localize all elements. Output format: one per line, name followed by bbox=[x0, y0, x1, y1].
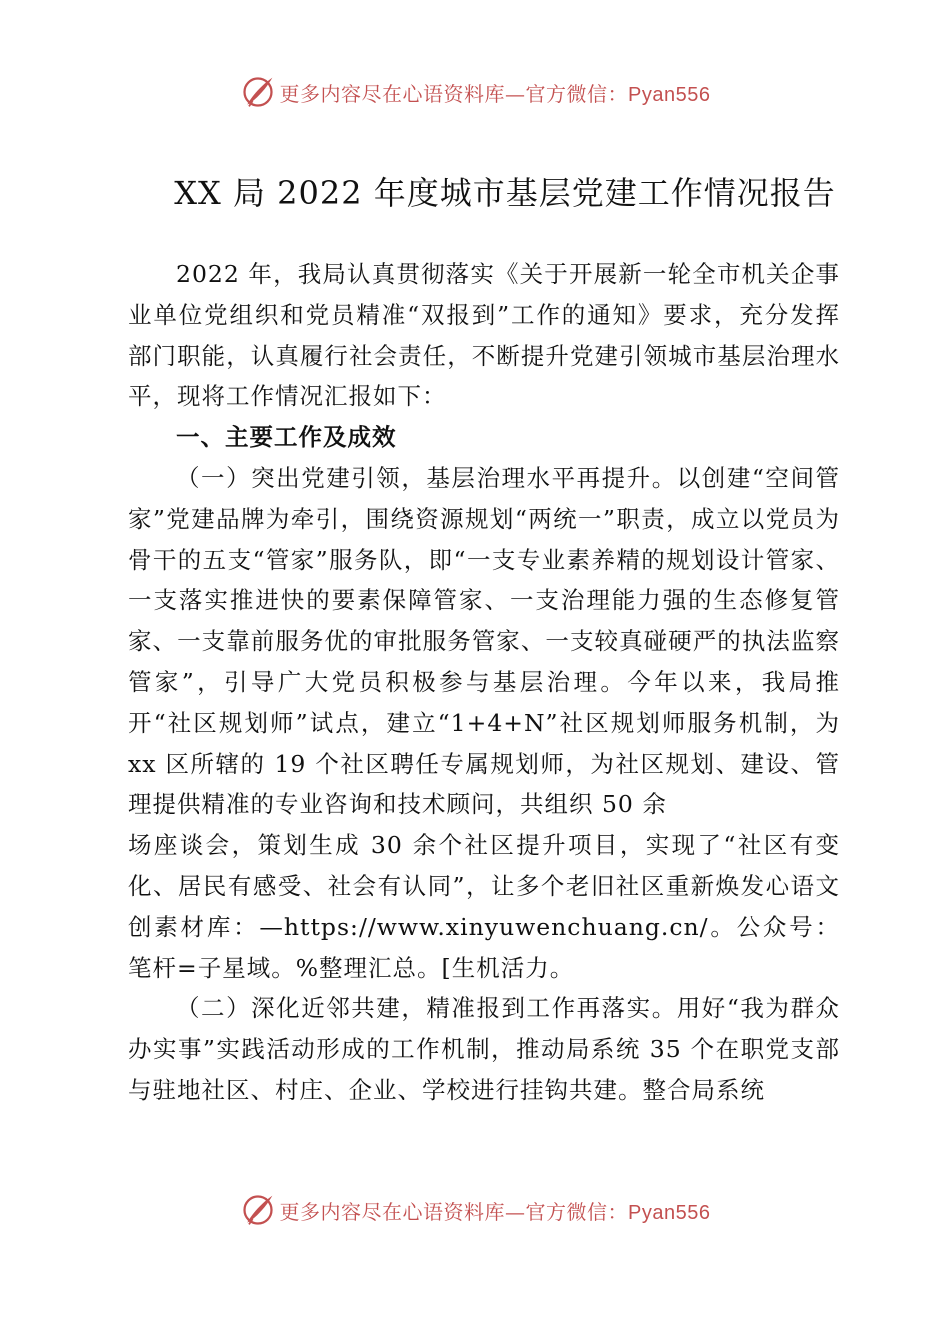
paragraph-1: （一）突出党建引领，基层治理水平再提升。以创建“空间管家”党建品牌为牵引，围绕资源规划“两统一”职责，成立以党员为骨干的五支“管家”服务队，即“一支专业素养精的规划设计管家、一支落实推进快的要素保障管家、一支治理能力强的生态修复管家、一支靠前服务优的审批服务管家、一支较真碰硬严的执法监察管家”，引导广大党员积极参与基层治理。今年以来，我局推开“社区规划师”试点，建立“1+4+N”社区规划师服务机制，为 xx 区所辖的 19 个社区聘任专属规划师，为社区规划、建设、管理提供精准的专业咨询和技术顾问，共组织 50 余 bbox=[128, 463, 840, 819]
banner-wechat-id: Pyan556 bbox=[628, 1201, 711, 1224]
banner-slogan: 更多内容尽在心语资料库—官方微信： bbox=[279, 81, 629, 106]
banner-text bbox=[280, 1196, 711, 1225]
quill-pen-icon bbox=[240, 1192, 276, 1228]
header-banner bbox=[0, 70, 950, 114]
banner-wechat-id: Pyan556 bbox=[628, 83, 711, 106]
paragraph-2: （二）深化近邻共建，精准报到工作再落实。用好“我为群众办实事”实践活动形成的工作机制，推动局系统 35 个在职党支部与驻地社区、村庄、企业、学校进行挂钩共建。整合局系统 bbox=[128, 994, 840, 1104]
intro-paragraph: 2022 年，我局认真贯彻落实《关于开展新一轮全市机关企事业单位党组织和党员精准“双报到”工作的通知》要求，充分发挥部门职能，认真履行社会责任，不断提升党建引领城市基层治理水平，现将工作情况汇报如下： bbox=[128, 260, 840, 411]
paragraph-1-continued: 场座谈会，策划生成 30 余个社区提升项目，实现了“社区有变化、居民有感受、社会有认同”，让多个老旧社区重新焕发心语文创素材库：—https://www.xinyuwenchuang.cn/。公众号：笔杆=子星域。%整理汇总。[生机活力。 bbox=[128, 831, 840, 982]
banner-text bbox=[280, 78, 711, 107]
document-title: XX 局 2022 年度城市基层党建工作情况报告 bbox=[174, 174, 836, 212]
quill-pen-icon bbox=[240, 74, 276, 110]
section-heading: 一、主要工作及成效 bbox=[176, 423, 397, 452]
banner-slogan: 更多内容尽在心语资料库—官方微信： bbox=[279, 1199, 629, 1224]
document-body bbox=[128, 254, 840, 1111]
footer-banner bbox=[0, 1188, 950, 1232]
